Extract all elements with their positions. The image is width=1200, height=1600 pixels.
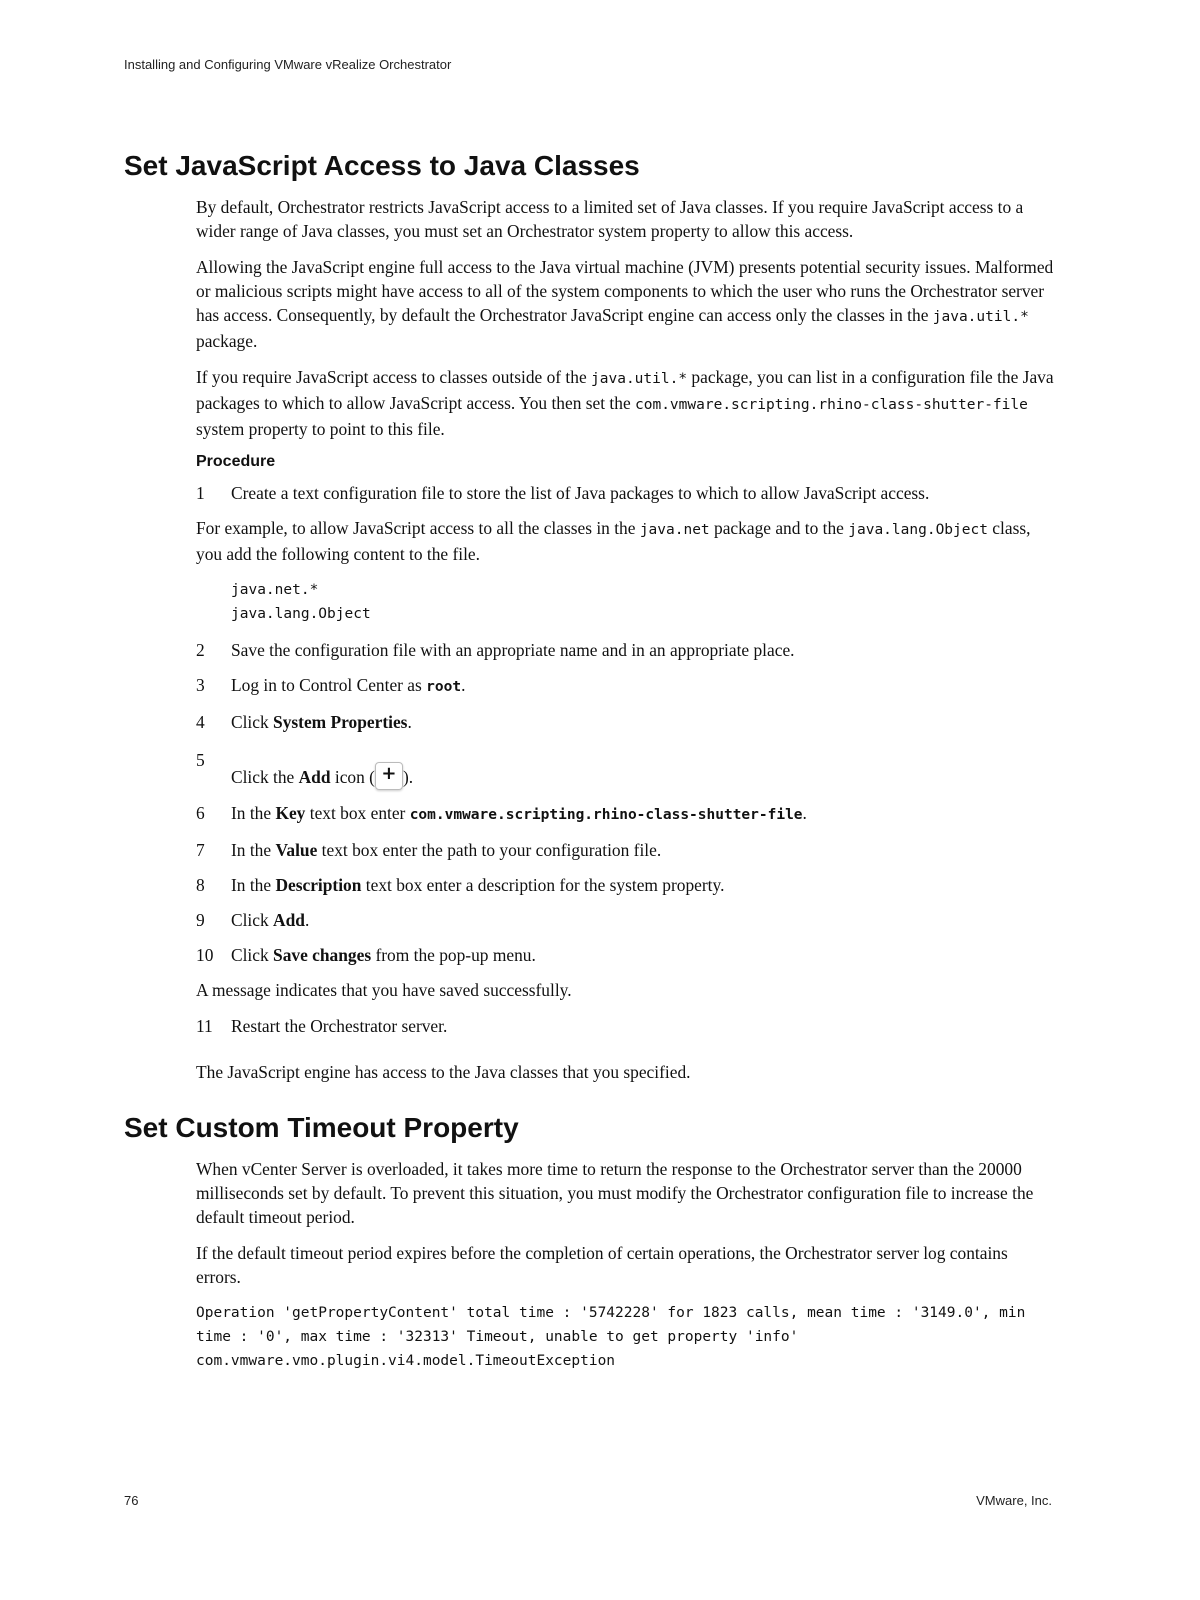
ui-label: Add xyxy=(273,910,305,930)
running-header: Installing and Configuring VMware vRealize Orchestrator xyxy=(124,57,452,72)
step-note xyxy=(196,978,1056,1002)
step-number: 8 xyxy=(196,875,205,895)
step-text xyxy=(231,638,795,662)
text: In the xyxy=(231,803,276,823)
code-block: Operation 'getPropertyContent' total time : '5742228' for 1823 calls, mean time : '3149.0', min time : '0', max time : '32313' Timeout, unable to get property 'info' com.vmware.vmo.plugin.vi4.model.TimeoutException xyxy=(196,1305,1035,1369)
add-icon: + xyxy=(375,762,403,790)
text: In the xyxy=(231,840,276,860)
text: Click the xyxy=(231,767,299,787)
step-text xyxy=(231,673,465,699)
step-text xyxy=(231,838,661,862)
procedure-step xyxy=(196,748,1056,790)
text: By default, Orchestrator restricts JavaScript access to a limited set of Java classes. If you require JavaScript access to a wider range of Java classes, you must set an Orchestrator system property to allow this access. xyxy=(196,197,1024,241)
text: Restart the Orchestrator server. xyxy=(231,1016,448,1036)
text: . xyxy=(304,910,310,930)
inline-code: java.net xyxy=(639,522,710,538)
procedure-heading: Procedure xyxy=(196,453,276,470)
inline-code: java.util.* xyxy=(591,371,688,387)
procedure-step xyxy=(196,481,1056,505)
text: The JavaScript engine has access to the Java classes that you specified. xyxy=(196,1062,691,1082)
section-title: Set Custom Timeout Property xyxy=(124,1112,519,1143)
step-number: 7 xyxy=(196,840,205,860)
text: ). xyxy=(402,767,414,787)
text: package, you can list in a configuration file the Java packages to which to allow JavaScript access. You then set the xyxy=(196,367,1054,413)
procedure-steps xyxy=(196,481,1056,1038)
text: text box enter the path to your configuration file. xyxy=(317,840,662,860)
text: . xyxy=(407,712,412,732)
inline-code: java.lang.Object xyxy=(848,522,988,538)
text: For example, to allow JavaScript access to all the classes in the xyxy=(196,518,640,538)
step-text xyxy=(231,481,929,505)
text: Allowing the JavaScript engine full access to the Java virtual machine (JVM) presents potential security issues. Malformed or malicious scripts might have access to all of the system components to which the user who runs the Orchestrator server has access. Consequently, by default the Orchestrator JavaScript engine can access only the classes in the xyxy=(196,257,1054,325)
ui-label: Description xyxy=(275,875,362,895)
ui-label: Key xyxy=(275,803,306,823)
text: icon ( xyxy=(330,767,375,787)
paragraph xyxy=(196,1157,1056,1229)
text: Log in to Control Center as xyxy=(231,675,427,695)
text: If the default timeout period expires before the completion of certain operations, the Orchestrator server log contains errors. xyxy=(196,1243,1008,1287)
paragraph xyxy=(196,195,1056,243)
text: Click xyxy=(231,910,274,930)
step-number: 4 xyxy=(196,712,205,732)
step-number: 1 xyxy=(196,483,205,503)
paragraph xyxy=(196,365,1056,441)
text: text box enter a description for the system property. xyxy=(361,875,725,895)
procedure-step xyxy=(196,943,1056,967)
text: package. xyxy=(196,331,258,351)
procedure-step xyxy=(196,873,1056,897)
text: from the pop-up menu. xyxy=(371,945,536,965)
ui-label: Value xyxy=(275,840,318,860)
procedure-step xyxy=(196,710,1056,734)
text: text box enter xyxy=(305,803,410,823)
step-text xyxy=(231,943,536,967)
inline-code-bold: root xyxy=(426,679,462,695)
ui-label: Save changes xyxy=(273,945,372,965)
procedure-step xyxy=(196,673,1056,699)
step-number: 3 xyxy=(196,675,205,695)
step-number: 10 xyxy=(196,945,214,965)
text: class, you add the following content to the file. xyxy=(196,518,1031,564)
section-title: Set JavaScript Access to Java Classes xyxy=(124,150,640,181)
text: In the xyxy=(231,875,276,895)
step-text xyxy=(231,908,309,932)
inline-code-bold: com.vmware.scripting.rhino-class-shutter-file xyxy=(409,807,803,823)
procedure-step xyxy=(196,801,1056,827)
text: Click xyxy=(231,712,274,732)
code-block: java.net.* java.lang.Object xyxy=(231,582,371,622)
inline-code: java.util.* xyxy=(932,309,1029,325)
ui-label: Add xyxy=(298,767,331,787)
text: A message indicates that you have saved successfully. xyxy=(196,980,572,1000)
step-text xyxy=(231,748,413,790)
procedure-step xyxy=(196,908,1056,932)
inline-code: com.vmware.scripting.rhino-class-shutter-file xyxy=(635,397,1028,413)
text: If you require JavaScript access to classes outside of the xyxy=(196,367,592,387)
text: Click xyxy=(231,945,274,965)
ui-label: System Properties xyxy=(273,712,408,732)
procedure-step xyxy=(196,1014,1056,1038)
section-body xyxy=(196,195,1056,1096)
paragraph xyxy=(196,1241,1056,1289)
step-text xyxy=(231,710,412,734)
text: When vCenter Server is overloaded, it takes more time to return the response to the Orchestrator server than the 20000 milliseconds set by default. To prevent this situation, you must modify the Orchestrator configuration file to increase the default timeout period. xyxy=(196,1159,1034,1227)
step-number: 9 xyxy=(196,910,205,930)
section-body xyxy=(196,1157,1056,1373)
step-number: 11 xyxy=(196,1016,213,1036)
paragraph xyxy=(196,255,1056,353)
text: system property to point to this file. xyxy=(196,419,445,439)
text: Save the configuration file with an appropriate name and in an appropriate place. xyxy=(231,640,795,660)
step-text xyxy=(231,1014,447,1038)
step-number: 6 xyxy=(196,803,205,823)
footer-company: VMware, Inc. xyxy=(976,1493,1052,1508)
step-text xyxy=(231,873,724,897)
text: package and to the xyxy=(709,518,849,538)
procedure-step xyxy=(196,638,1056,662)
procedure-step xyxy=(196,838,1056,862)
page-number: 76 xyxy=(124,1493,139,1508)
step-note xyxy=(196,516,1056,566)
text: . xyxy=(802,803,807,823)
result-text xyxy=(196,1060,1056,1084)
step-text xyxy=(231,801,807,827)
step-number: 5 xyxy=(196,750,205,770)
text: . xyxy=(461,675,466,695)
text: Create a text configuration file to store the list of Java packages to which to allow JavaScript access. xyxy=(231,483,930,503)
step-number: 2 xyxy=(196,640,205,660)
